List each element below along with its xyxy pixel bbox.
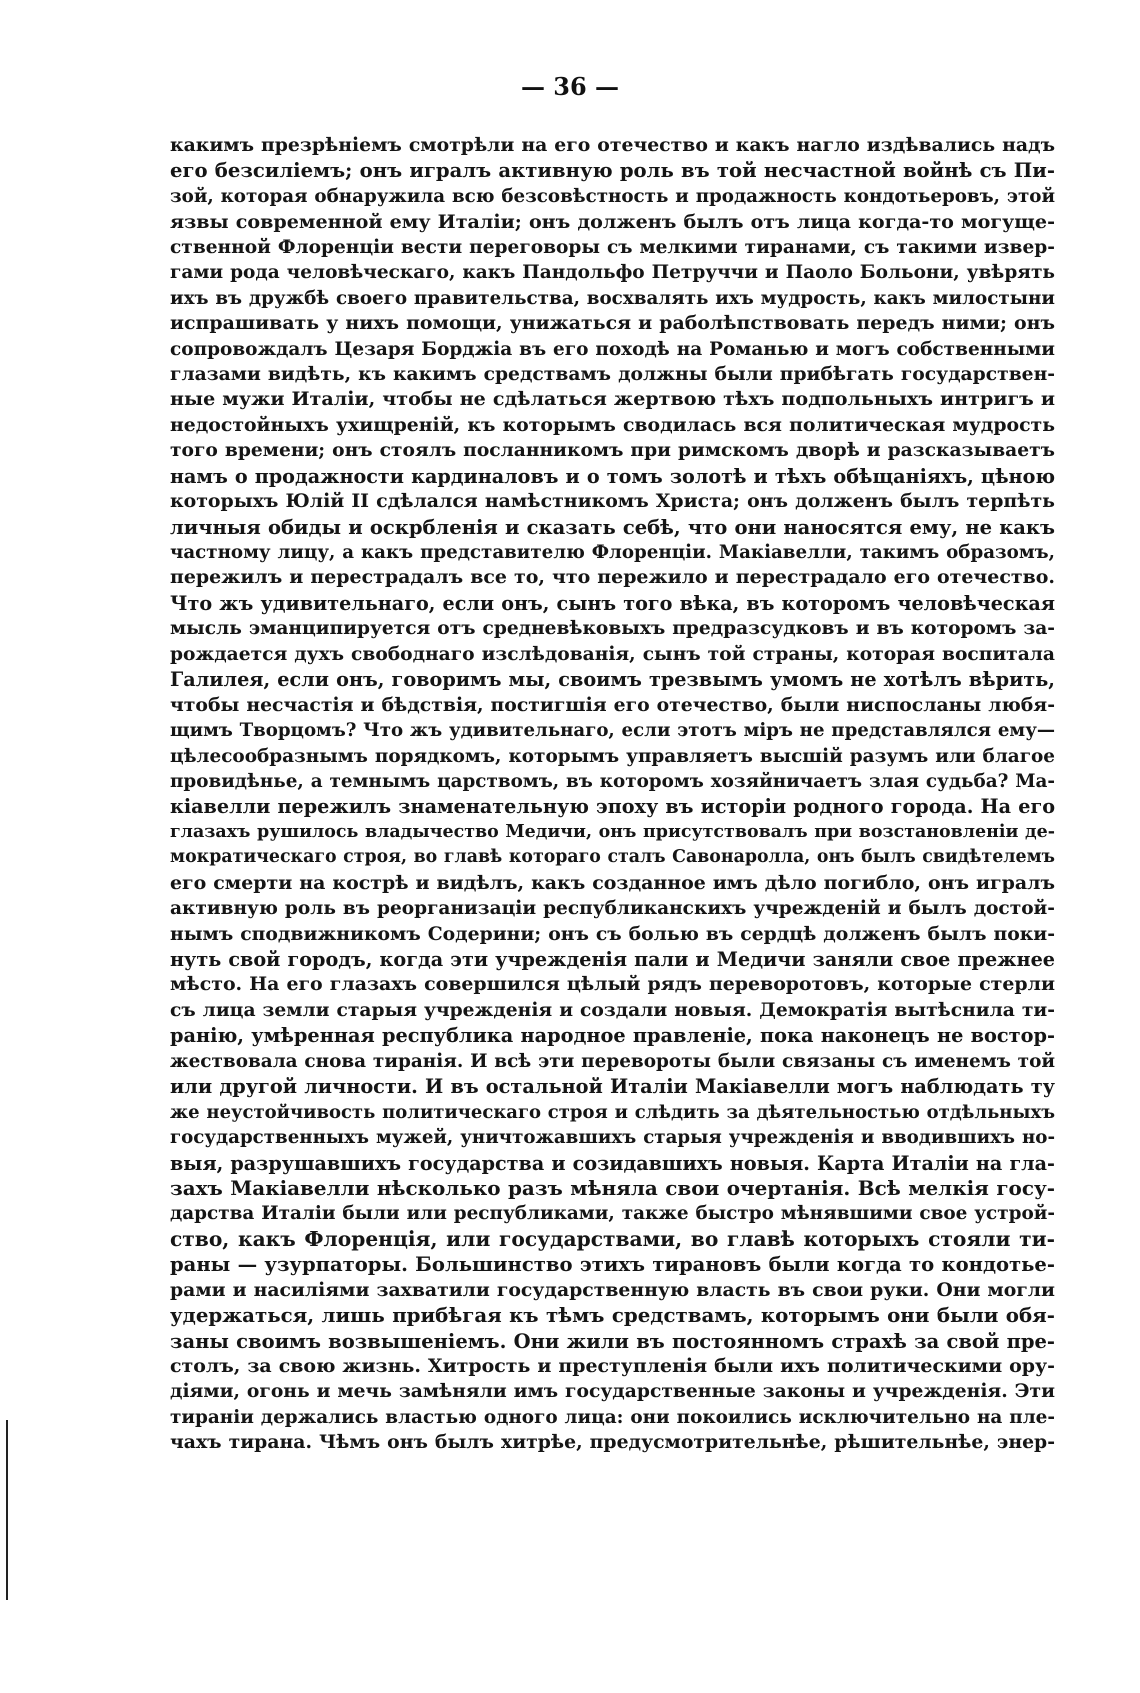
- text-line: ихъ въ дружбѣ своего правительства, восхвалять ихъ мудрость, какъ милостыни: [170, 287, 1055, 309]
- text-line: нуть свой городъ, когда эти учрежденія пали и Медичи заняли свое прежнее: [170, 948, 1055, 971]
- text-line: которыхъ Юлій II сдѣлался намѣстникомъ Христа; онъ долженъ былъ терпѣть: [170, 490, 1055, 513]
- page-number: — 36 —: [520, 72, 620, 101]
- text-line: дарства Италіи были или республиками, также быстро мѣнявшими свое устрой-: [170, 1203, 1055, 1225]
- text-line: чахъ тирана. Чѣмъ онъ былъ хитрѣе, предусмотрительнѣе, рѣшительнѣе, энер-: [170, 1431, 1055, 1454]
- text-line: нымъ сподвижникомъ Содерини; онъ съ болью въ сердцѣ долженъ былъ поки-: [170, 922, 1055, 945]
- text-line: его смерти на кострѣ и видѣлъ, какъ созданное имъ дѣло погибло, онъ игралъ: [170, 871, 1055, 894]
- text-line: язвы современной ему Италіи; онъ долженъ былъ отъ лица когда-то могуще-: [170, 210, 1055, 234]
- text-line: испрашивать у нихъ помощи, унижаться и раболѣпствовать передъ ними; онъ: [170, 312, 1055, 335]
- text-line: чтобы несчастія и бѣдствія, постигшія его отечество, были ниспосланы любя-: [170, 693, 1055, 716]
- text-line: заны своимъ возвышеніемъ. Они жили въ постоянномъ страхѣ за свой пре-: [170, 1329, 1055, 1353]
- body-text: [170, 133, 1055, 1456]
- text-line: рами и насиліями захватили государственную власть въ свои руки. Они могли: [170, 1278, 1055, 1301]
- text-line: цѣлесообразнымъ порядкомъ, которымъ управляетъ высшій разумъ или благое: [170, 745, 1055, 767]
- text-line: Галилея, если онъ, говоримъ мы, своимъ трезвымъ умомъ не хотѣлъ вѣрить,: [170, 668, 1055, 692]
- text-line: раны — узурпаторы. Большинство этихъ тирановъ были когда то кондотье-: [170, 1253, 1055, 1277]
- text-line: того времени; онъ стоялъ посланникомъ при римскомъ дворѣ и разсказываетъ: [170, 439, 1055, 462]
- text-line: личныя обиды и оскрбленія и сказать себѣ, что они наносятся ему, не какъ: [170, 515, 1055, 539]
- text-line: кіавелли пережилъ знаменательную эпоху въ исторіи родного города. На его: [170, 795, 1055, 819]
- text-line: выя, разрушавшихъ государства и созидавшихъ новыя. Карта Италіи на гла-: [170, 1151, 1055, 1175]
- text-line: діями, огонь и мечь замѣняли имъ государственные законы и учрежденія. Эти: [170, 1380, 1055, 1403]
- text-line: частному лицу, а какъ представителю Флоренціи. Макіавелли, такимъ образомъ,: [170, 542, 1055, 563]
- text-line: глазахъ рушилось владычество Медичи, онъ присутствовалъ при возстановленіи де-: [170, 821, 1055, 842]
- text-line: пережилъ и перестрадалъ все то, что пережило и перестрадало его отечество.: [170, 566, 1055, 589]
- text-line: жествовала снова тиранія. И всѣ эти перевороты были связаны съ именемъ той: [170, 1050, 1055, 1072]
- margin-mark: [6, 1420, 8, 1600]
- text-line: зой, которая обнаружила всю безсовѣстность и продажность кондотьеровъ, этой: [170, 185, 1055, 207]
- text-line: столъ, за свою жизнь. Хитрость и преступленія были ихъ политическими ору-: [170, 1355, 1055, 1377]
- text-line: ство, какъ Флоренція, или государствами, во главѣ которыхъ стояли ти-: [170, 1226, 1055, 1251]
- text-line: мысль эманципируется отъ средневѣковыхъ предразсудковъ и въ которомъ за-: [170, 618, 1055, 640]
- text-line: глазами видѣть, къ какимъ средствамъ должны были прибѣгать государствен-: [170, 362, 1055, 385]
- text-line: удержаться, лишь прибѣгая къ тѣмъ средствамъ, которымъ они были обя-: [170, 1303, 1055, 1328]
- text-line: недостойныхъ ухищреній, къ которымъ сводилась вся политическая мудрость: [170, 413, 1055, 436]
- text-line: какимъ презрѣніемъ смотрѣли на его отечество и какъ нагло издѣвались надъ: [170, 134, 1055, 156]
- text-line: съ лица земли старыя учрежденія и создали новыя. Демократія вытѣснила ти-: [170, 998, 1055, 1021]
- text-line: щимъ Творцомъ? Что жъ удивительнаго, если этотъ міръ не представлялся ему—: [170, 720, 1055, 742]
- text-line: мѣсто. На его глазахъ совершился цѣлый рядъ переворотовъ, которые стерли: [170, 973, 1055, 996]
- text-line: провидѣнье, а темнымъ царствомъ, въ которомъ хозяйничаетъ злая судьба? Ма-: [170, 770, 1055, 792]
- text-line: ранію, умѣренная республика народное правленіе, пока наконецъ не востор-: [170, 1024, 1055, 1048]
- text-line: сопровождалъ Цезаря Борджіа въ его походѣ на Романью и могъ собственными: [170, 338, 1055, 360]
- text-line: намъ о продажности кардиналовъ и о томъ золотѣ и тѣхъ обѣщаніяхъ, цѣною: [170, 464, 1055, 488]
- text-line: тираніи держались властью одного лица: они покоились исключительно на пле-: [170, 1406, 1055, 1428]
- text-line: его безсиліемъ; онъ игралъ активную роль въ той несчастной войнѣ съ Пи-: [170, 159, 1055, 183]
- text-line: захъ Макіавелли нѣсколько разъ мѣняла свои очертанія. Всѣ мелкія госу-: [170, 1175, 1055, 1200]
- text-line: государственныхъ мужей, уничтожавшихъ старыя учрежденія и вводившихъ но-: [170, 1127, 1055, 1149]
- text-line: рождается духъ свободнаго изслѣдованія, сынъ той страны, которая воспитала: [170, 643, 1055, 665]
- text-line: гами рода человѣческаго, какъ Пандольфо Петруччи и Паоло Больони, увѣрять: [170, 262, 1055, 284]
- text-line: же неустойчивость политическаго строя и слѣдить за дѣятельностью отдѣльныхъ: [170, 1101, 1055, 1123]
- text-line: мократическаго строя, во главѣ котораго сталъ Савонаролла, онъ былъ свидѣтелемъ: [170, 847, 1055, 868]
- text-line: ные мужи Италіи, чтобы не сдѣлаться жертвою тѣхъ подпольныхъ интригъ и: [170, 388, 1055, 411]
- text-line: ственной Флоренціи вести переговоры съ мелкими тиранами, съ такими извер-: [170, 236, 1055, 258]
- text-line: активную роль въ реорганизаціи республиканскихъ учрежденій и былъ достой-: [170, 898, 1055, 920]
- text-line: или другой личности. И въ остальной Италіи Макіавелли могъ наблюдать ту: [170, 1075, 1055, 1099]
- text-line: Что жъ удивительнаго, если онъ, сынъ того вѣка, въ которомъ человѣческая: [170, 591, 1055, 615]
